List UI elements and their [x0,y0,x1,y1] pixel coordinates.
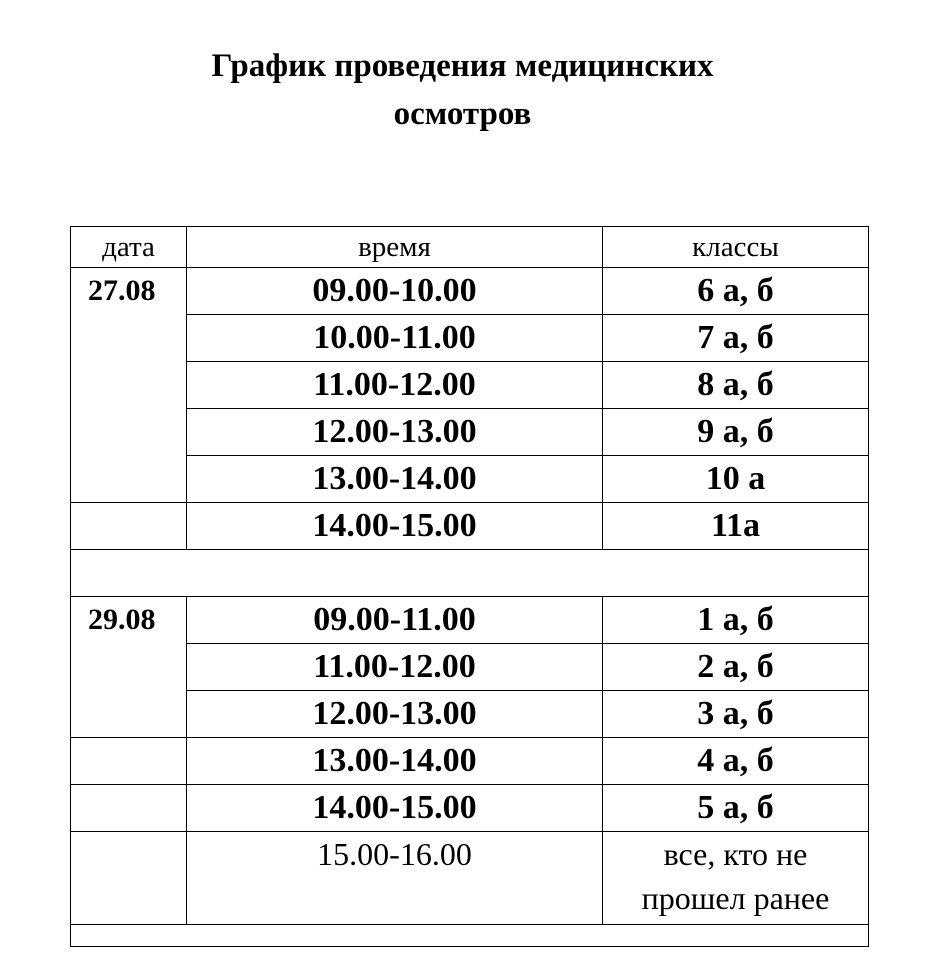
spacer-row [71,925,869,947]
table-row [71,362,869,409]
time-cell: 12.00-13.00 [187,691,603,738]
time-cell: 14.00-15.00 [187,785,603,832]
classes-cell: 5 а, б [603,785,869,832]
classes-cell: 2 а, б [603,644,869,691]
time-cell: 09.00-10.00 [187,268,603,315]
date-cell-empty [71,738,187,785]
classes-cell: 6 а, б [603,268,869,315]
time-cell: 15.00-16.00 [187,832,603,925]
time-cell: 12.00-13.00 [187,409,603,456]
table-row [71,785,869,832]
classes-cell: 1 а, б [603,597,869,644]
schedule-table [70,226,869,947]
classes-line-1: все, кто не [663,836,808,872]
time-cell: 13.00-14.00 [187,738,603,785]
header-time: время [187,227,603,268]
table-row [71,268,869,315]
table-row [71,832,869,925]
time-cell: 11.00-12.00 [187,644,603,691]
header-row [71,227,869,268]
title-line-2: осмотров [393,96,532,132]
table-row [71,691,869,738]
spacer-cell [71,925,869,947]
table-row [71,409,869,456]
classes-cell: 4 а, б [603,738,869,785]
classes-cell: 3 а, б [603,691,869,738]
time-cell: 14.00-15.00 [187,503,603,550]
table-row [71,644,869,691]
header-date: дата [71,227,187,268]
time-cell: 11.00-12.00 [187,362,603,409]
table-row [71,597,869,644]
date-cell-empty [71,315,187,362]
date-cell-empty [71,409,187,456]
classes-cell: 7 а, б [603,315,869,362]
spacer-cell [71,550,869,597]
time-cell: 09.00-11.00 [187,597,603,644]
date-cell-empty [71,362,187,409]
header-classes: классы [603,227,869,268]
classes-cell: 8 а, б [603,362,869,409]
time-cell: 10.00-11.00 [187,315,603,362]
spacer-row [71,550,869,597]
classes-cell [603,832,869,925]
classes-line-2: прошел ранее [641,880,830,916]
classes-cell: 9 а, б [603,409,869,456]
date-cell-empty [71,456,187,503]
date-cell-empty [71,785,187,832]
table-row [71,503,869,550]
date-cell: 27.08 [71,268,187,315]
classes-cell: 11а [603,503,869,550]
classes-cell: 10 а [603,456,869,503]
date-cell-empty [71,691,187,738]
table-row [71,738,869,785]
table-row [71,315,869,362]
date-cell-empty [71,832,187,925]
page-title [0,42,925,138]
title-line-1: График проведения медицинских [211,48,714,84]
date-cell: 29.08 [71,597,187,644]
time-cell: 13.00-14.00 [187,456,603,503]
table-row [71,456,869,503]
date-cell-empty [71,503,187,550]
date-cell-empty [71,644,187,691]
